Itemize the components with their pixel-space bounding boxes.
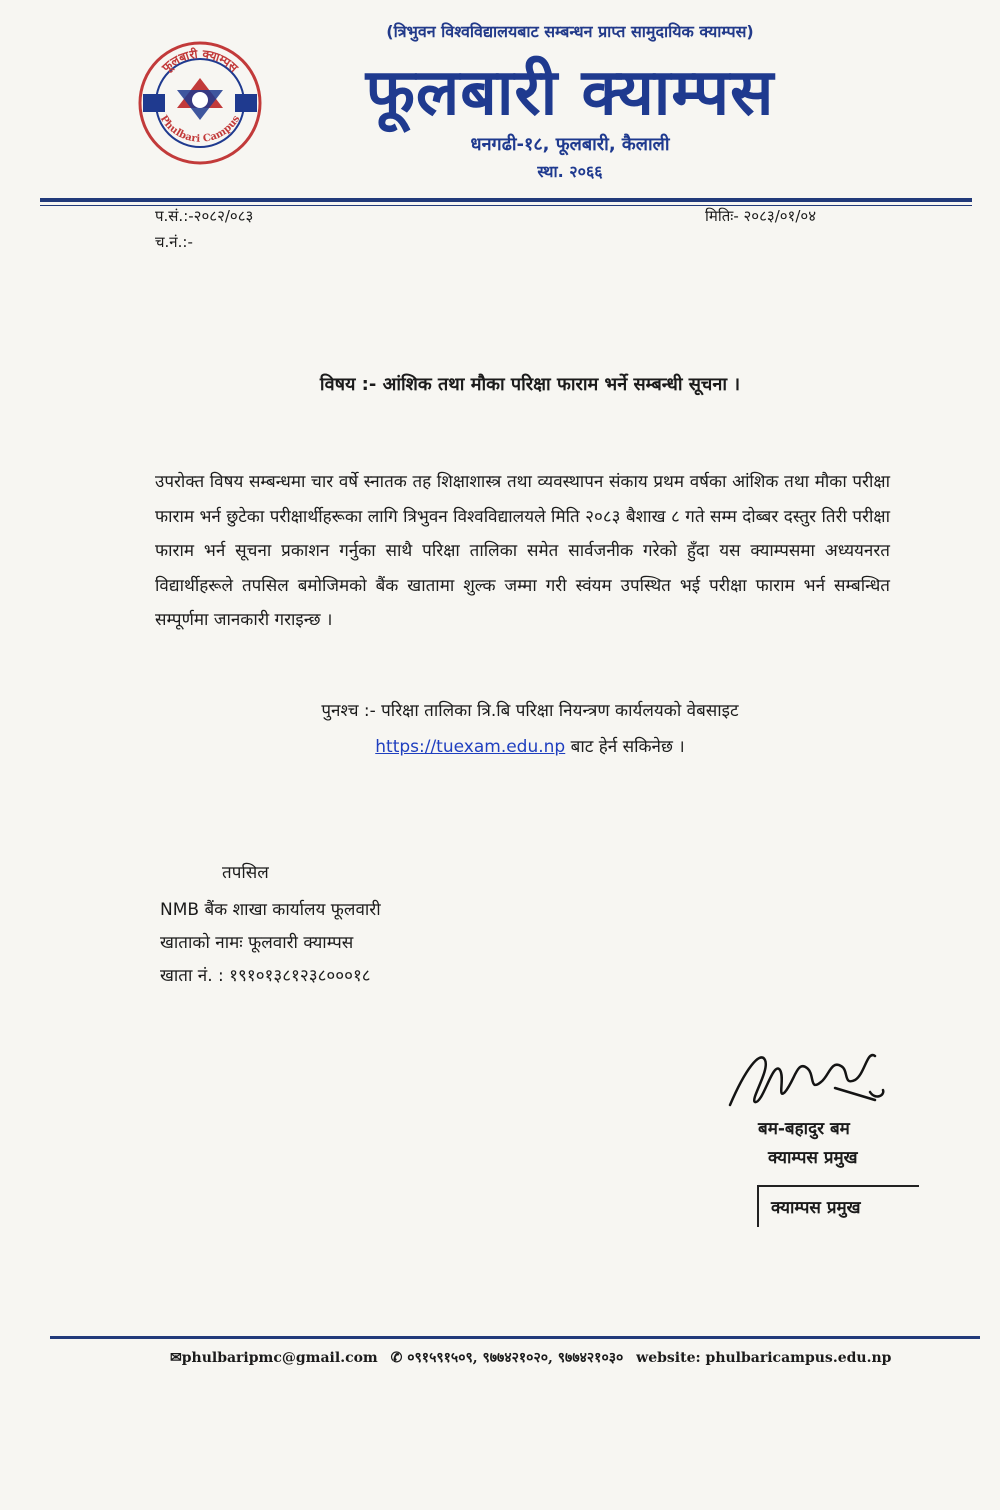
phone-icon: ✆ [390, 1350, 403, 1366]
footer-website[interactable]: website: phulbaricampus.edu.np [636, 1350, 892, 1366]
postscript-suffix: बाट हेर्न सकिनेछ । [565, 737, 685, 757]
tapasil-heading: तपसिल [222, 863, 269, 883]
header-divider [40, 198, 972, 202]
postscript-line1: पुनश्च :- परिक्षा तालिका त्रि.बि परिक्षा नियन्त्रण कार्यलयको वेबसाइट [321, 701, 739, 721]
exam-website-link[interactable]: https://tuexam.edu.np [375, 737, 566, 757]
bank-branch: NMB बैंक शाखा कार्यालय फूलवारी [160, 900, 381, 920]
signer-name: बम-बहादुर बम [758, 1119, 850, 1139]
logo-text-top: फूलबारी क्याम्पस [159, 46, 241, 75]
logo-text-bottom: Phulbari Campus [157, 113, 243, 145]
reference-number: प.सं.:-२०८२/०८३ [155, 207, 254, 225]
campus-address: धनगढी-१८, फूलबारी, कैलाली [470, 134, 670, 155]
footer-contact [170, 1348, 891, 1367]
account-number: खाता नं. : १९१०१३८१२३८०००१८ [160, 966, 371, 986]
campus-logo [135, 38, 265, 168]
postscript [120, 693, 940, 765]
designation-stamp [757, 1185, 919, 1227]
footer-phones: ०९१५९१५०९, ९७७४२१०२०, ९७७४२१०३० [407, 1350, 624, 1366]
footer-email[interactable]: phulbaripmc@gmail.com [181, 1350, 378, 1366]
letter-date: मितिः- २०८३/०१/०४ [705, 207, 817, 225]
signer-title: क्याम्पस प्रमुख [768, 1148, 858, 1168]
stamp-text: क्याम्पस प्रमुख [771, 1198, 861, 1218]
subject-line: विषय :- आंशिक तथा मौका परिक्षा फाराम भर्ने सम्बन्धी सूचना । [319, 374, 741, 395]
affiliation-text: (त्रिभुवन विश्वविद्यालयबाट सम्बन्धन प्राप्त सामुदायिक क्याम्पस) [386, 22, 754, 41]
body-paragraph: उपरोक्त विषय सम्बन्धमा चार वर्षे स्नातक तह शिक्षाशास्त्र तथा व्यवस्थापन संकाय प्रथम वर्षका आंशिक तथा मौका परीक्षा फाराम भर्न छुटेका परीक्षार्थीहरूका लागि त्रिभुवन विश्वविद्यालयले मिति २०८३ बैशाख ८ गते सम्म दोब्बर दस्तुर तिरी परीक्षा फाराम भर्न सूचना प्रकाशन गर्नुका साथै परिक्षा तालिका समेत सार्वजनीक गरेको हुँदा यस क्याम्पसमा अध्ययनरत विद्यार्थीहरूले तपसिल बमोजिमको बैंक खातामा शुल्क जम्मा गरी स्वंयम उपस्थित भई परीक्षा फाराम भर्न सम्बन्धित सम्पूर्णमा जानकारी गराइन्छ । [155, 472, 890, 630]
account-name: खाताको नामः फूलवारी क्याम्पस [160, 933, 354, 953]
email-icon: ✉ [170, 1350, 182, 1366]
signature [725, 1030, 895, 1120]
postscript-line2 [120, 729, 940, 765]
chalani-number: च.नं.:- [155, 233, 193, 251]
footer-divider [50, 1336, 980, 1339]
campus-name: फूलबारी क्याम्पस [365, 56, 775, 130]
established-year: स्था. २०६६ [537, 162, 603, 181]
